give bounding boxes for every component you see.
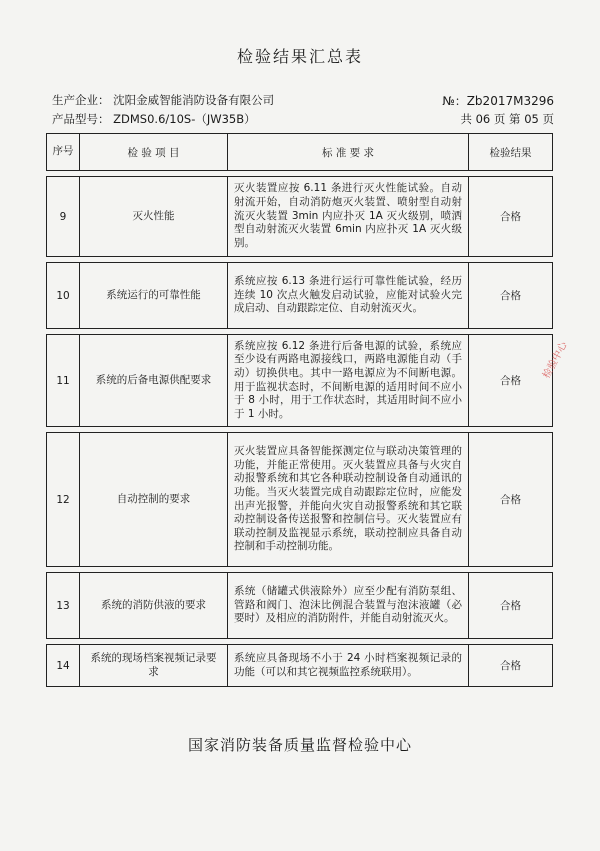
row-result: 合格 <box>469 177 553 257</box>
row-item: 系统的消防供液的要求 <box>80 573 228 639</box>
row-number: 11 <box>47 335 80 427</box>
row-number: 9 <box>47 177 80 257</box>
table-header-row <box>47 134 553 171</box>
results-table <box>46 133 553 687</box>
header-no: 序号 <box>47 134 80 171</box>
page-counter: 共 06 页 第 05 页 <box>460 112 554 126</box>
table-row <box>47 645 553 687</box>
row-requirement: 系统应按 6.13 条进行运行可靠性能试验，经历连续 10 次点火触发启动试验，应能对试验火完成启动、自动跟踪定位、自动射流灭火。 <box>228 263 469 329</box>
table-row <box>47 263 553 329</box>
row-number: 10 <box>47 263 80 329</box>
report-number: №：Zb2017M3296 <box>442 94 554 108</box>
row-result: 合格 <box>469 433 553 567</box>
row-item: 灭火性能 <box>80 177 228 257</box>
header-requirement: 标 准 要 求 <box>228 134 469 171</box>
issuing-authority: 国家消防装备质量监督检验中心 <box>187 736 412 754</box>
row-requirement: 系统应具备现场不小于 24 小时档案视频记录的功能（可以和其它视频监控系统联用）。 <box>228 645 469 687</box>
row-item: 系统的后备电源供配要求 <box>80 335 228 427</box>
model-line: 产品型号： ZDMS0.6/10S-（JW35B） <box>52 112 256 126</box>
row-requirement: 灭火装置应具备智能探测定位与联动决策管理的功能，并能正常使用。灭火装置应具备与火灾自动报警系统和其它各种联动控制设备自动通讯的功能。当灭火装置完成自动跟踪定位时，应能发出声光报警，并能向火灾自动报警系统和其它联动控制设备传送报警和控制信号。灭火装置应有联动控制及监视显示系统，联动控制应具备自动控制和手动控制功能。 <box>228 433 469 567</box>
row-result: 合格 <box>469 573 553 639</box>
table-row <box>47 177 553 257</box>
row-result: 合格 <box>469 645 553 687</box>
row-number: 13 <box>47 573 80 639</box>
row-item: 系统运行的可靠性能 <box>80 263 228 329</box>
row-item: 系统的现场档案视频记录要求 <box>80 645 228 687</box>
manufacturer-line: 生产企业： 沈阳金威智能消防设备有限公司 <box>52 93 275 107</box>
page-title: 检验结果汇总表 <box>236 47 363 66</box>
row-requirement: 系统（储罐式供液除外）应至少配有消防泵组、管路和阀门、泡沫比例混合装置与泡沫液罐（必要时）及相应的消防附件，并能自动射流灭火。 <box>228 573 469 639</box>
row-result: 合格 <box>469 335 553 427</box>
row-requirement: 灭火装置应按 6.11 条进行灭火性能试验。自动射流开始，自动消防炮灭火装置、喷射型自动射流灭火装置 3min 内应扑灭 1A 灭火级别，喷洒型自动射流灭火装置 6min 内应扑灭 1A 灭火级别。 <box>228 177 469 257</box>
row-requirement: 系统应按 6.12 条进行后备电源的试验，系统应至少设有两路电源接线口，两路电源能自动（手动）切换供电。其中一路电源应为不间断电源。用于监视状态时，不间断电源的适用时间不应小于 8 小时，用于工作状态时，其适用时间不应小于 1 小时。 <box>228 335 469 427</box>
table-row <box>47 433 553 567</box>
red-seal-stamp: 检验中心 <box>541 340 570 381</box>
table-row <box>47 573 553 639</box>
header-item: 检 验 项 目 <box>80 134 228 171</box>
row-result: 合格 <box>469 263 553 329</box>
header-result: 检验结果 <box>469 134 553 171</box>
row-item: 自动控制的要求 <box>80 433 228 567</box>
table-row <box>47 335 553 427</box>
row-number: 14 <box>47 645 80 687</box>
row-number: 12 <box>47 433 80 567</box>
